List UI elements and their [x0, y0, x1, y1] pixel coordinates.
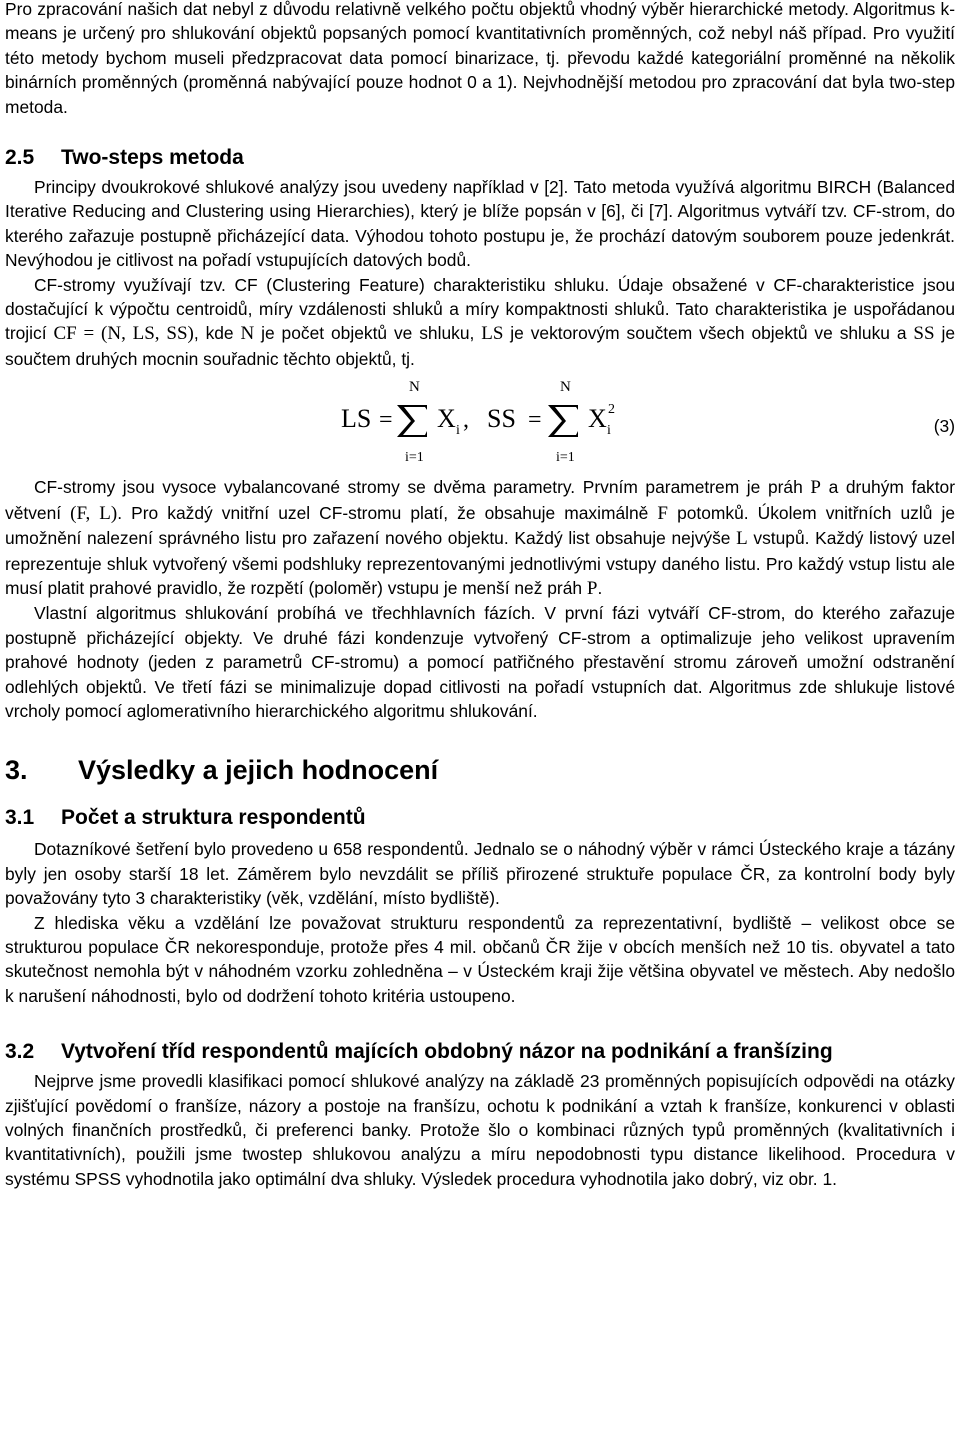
- formula-lower-limit-2: i=1: [556, 450, 575, 466]
- formula-superscript: 2: [608, 402, 615, 418]
- formula-upper-limit-1: N: [409, 379, 420, 396]
- text-run: potomků. Úkolem vnitřních uzlů je umožnění nalezení správného listu pro zařazení nového objektu. Každý list obsahuje nejvýše: [5, 502, 956, 549]
- equation-3: [5, 377, 955, 473]
- section-3-heading: [5, 753, 955, 787]
- formula-subscript-2: i: [607, 423, 611, 439]
- text-run: je vektorovým součtem všech objektů ve shluku a: [503, 323, 914, 344]
- text-run: . Pro každý vnitřní uzel CF-stromu platí, že obsahuje maximálně: [117, 502, 658, 523]
- text-run: a druhým faktor větvení: [5, 477, 955, 523]
- formula-x-1: X: [437, 404, 456, 434]
- section-title: Výsledky a jejich hodnocení: [78, 755, 439, 786]
- section-3-2-paragraph-1: Nejprve jsme provedli klasifikaci pomocí shlukové analýzy na základě 23 proměnných popisujících odpovědi na otázky zjišťující povědomí o franšíze, názory a postoje na franšízu, ochotu k podnikání a vztah k franšíze, konkurenci v oblasti volných finančních prostředků, či preferenci banky. Protože šlo o kombinaci různých typů proměnných (kvalitativních i kvantitativních), použili jsme twostep shlukovou analýzu a míru nepodobnosti typu distance likelihood. Procedura v systému SPSS vyhodnotila jako optimální dva shluky. Výsledek procedura vyhodnotila jako dobrý, viz obr. 1.: [5, 1071, 955, 1189]
- section-title: Vytvoření tříd respondentů majících obdobný názor na podnikání a franšízing: [61, 1040, 833, 1064]
- text-run: .: [597, 577, 603, 598]
- formula-ss: SS: [487, 404, 516, 434]
- equation-number: (3): [933, 416, 955, 437]
- section-number: 3.1: [5, 806, 35, 830]
- section-number: 3.2: [5, 1040, 35, 1064]
- text-run: vstupů. Každý listový uzel reprezentuje shluk vytvořený všemi podshluky reprezentovanými jednotlivými vstupy daného listu. Pro každý vstup listu ale musí platit prahové pravidlo, že rozpětí (poloměr) vstupu je menší než práh: [5, 528, 955, 598]
- section-3-1-heading: [5, 804, 955, 831]
- symbol-ss: SS: [913, 323, 935, 345]
- symbol-l: L: [736, 528, 748, 550]
- symbol-ls: LS: [481, 323, 504, 345]
- section-2-5-paragraph-3: [5, 475, 955, 601]
- sum-icon: [397, 405, 427, 437]
- section-title: Počet a struktura respondentů: [61, 806, 366, 830]
- document-page: [5, 0, 955, 1191]
- symbol-p: P: [810, 477, 821, 499]
- formula-graphic: [341, 377, 641, 473]
- section-number: 3.: [5, 755, 28, 786]
- symbol-fl: (F, L): [70, 502, 118, 524]
- text-run: , kde: [193, 323, 241, 344]
- symbol-n: N: [240, 323, 255, 345]
- formula-equals-2: =: [528, 407, 542, 434]
- sum-icon: [548, 405, 578, 437]
- formula-lower-limit-1: i=1: [405, 450, 424, 466]
- symbol-p: P: [586, 577, 598, 599]
- section-number: 2.5: [5, 146, 35, 170]
- section-3-2-heading: [5, 1038, 955, 1065]
- text-run: CF-stromy jsou vysoce vybalancované stromy se dvěma parametry. Prvním parametrem je práh: [34, 477, 811, 498]
- text-run: je počet objektů ve shluku,: [254, 323, 482, 344]
- section-2-5-paragraph-2: [5, 273, 955, 372]
- formula-equals-1: =: [379, 407, 393, 434]
- text-run: CF-stromy využívají tzv. CF (Clustering Feature) charakteristiku shluku. Údaje obsažené v CF-charakteristice jsou dostačující k výpočtu centroidů, míry vzdálenosti shluků a míry kompaktnosti shluků. Tato charakteristika je uspořádanou trojicí: [5, 274, 955, 344]
- symbol-f: F: [657, 502, 668, 524]
- formula-ls: LS: [341, 404, 372, 434]
- cf-tuple: CF = (N, LS, SS): [53, 323, 194, 345]
- section-3-1-paragraph-2: Z hlediska věku a vzdělání lze považovat strukturu respondentů za reprezentativní, bydliště – velikost obce se strukturou populace ČR nekoresponduje, protože přes 4 mil. občanů ČR žije v obcích menších než 10 tis. obyvatel a tato skutečnost nemohla být v náhodném vzorku zohledněna – v Ústeckém kraji žije většina obyvatel ve městech. Aby nedošlo k narušení náhodnosti, bylo od dodržení tohoto kritéria ustoupeno.: [5, 912, 955, 1006]
- intro-paragraph: Pro zpracování našich dat nebyl z důvodu relativně velkého počtu objektů vhodný výběr hierarchické metody. Algoritmus k-means je určený pro shlukování objektů popsaných pomocí kvantitativních proměnných, což nebyl náš případ. Pro využití této metody bychom museli předzpracovat data pomocí binarizace, tj. převodu každé kategoriální proměnné na několik binárních proměnných (proměnná nabývající pouze hodnot 0 a 1). Nejvhodnější metodou pro zpracování dat byla two-step metoda.: [5, 0, 955, 117]
- formula-subscript-1: i: [456, 423, 460, 439]
- section-title: Two-steps metoda: [61, 146, 244, 170]
- section-2-5-heading: [5, 144, 955, 171]
- text-run: je součtem druhých mocnin souřadnic těchto objektů, tj.: [5, 323, 955, 369]
- section-2-5-paragraph-1: Principy dvoukrokové shlukové analýzy jsou uvedeny například v [2]. Tato metoda využívá algoritmu BIRCH (Balanced Iterative Reducing and Clustering using Hierarchies), který je blíže popsán v [6], či [7]. Algoritmus vytváří tzv. CF-strom, do kterého zařazuje postupně přicházející data. Výhodou tohoto postupu je, že prochází datovým souborem pouze jedenkrát. Nevýhodou je citlivost na pořadí vstupujících datových bodů.: [5, 177, 955, 271]
- section-3-1-paragraph-1: Dotazníkové šetření bylo provedeno u 658 respondentů. Jednalo se o náhodný výběr v rámci Ústeckého kraje a tázány byly jen osoby starší 18 let. Záměrem bylo nevzdálit se příliš přirozené struktuře populace ČR, za kontrolní body byly považovány tyto 3 charakteristiky (věk, vzdělání, místo bydliště).: [5, 839, 955, 909]
- formula-upper-limit-2: N: [560, 379, 571, 396]
- formula-comma: ,: [463, 407, 469, 434]
- section-2-5-paragraph-4: Vlastní algoritmus shlukování probíhá ve třechhlavních fázích. V první fázi vytváří CF-strom, do kterého zařazuje postupně přicházející objekty. Ve druhé fázi kondenzuje vytvořený CF-strom a optimalizuje jeho velikost upravením prahové hodnoty (jeden z parametrů CF-stromu) a pomocí patřičného přestavění stromu zároveň umožní odstranění odlehlých objektů. Ve třetí fázi se minimalizuje dopad citlivosti na pořadí vstupních dat. Algoritmus zde shlukuje listové vrcholy pomocí aglomerativního hierarchického algoritmu shlukování.: [5, 603, 955, 721]
- formula-x-2: X: [588, 404, 607, 434]
